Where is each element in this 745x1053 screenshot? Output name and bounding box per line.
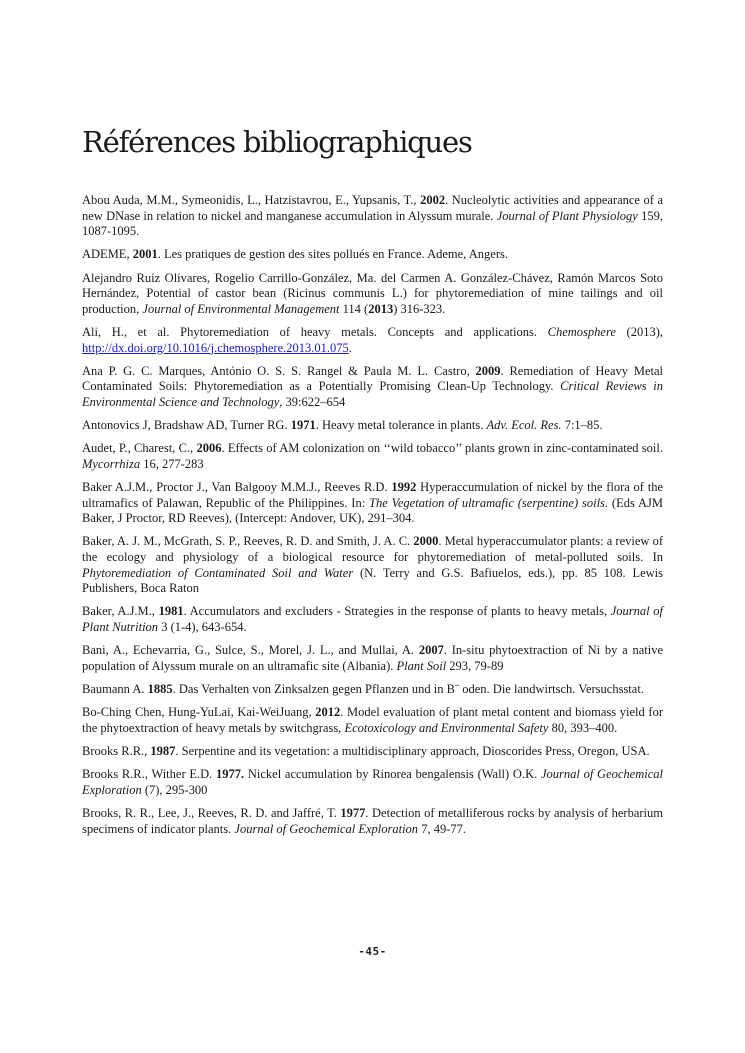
reference-text: Brooks R.R., [82, 743, 151, 758]
reference-text: 3 (1-4), 643-654. [158, 620, 247, 634]
reference-text: Antonovics J, Bradshaw AD, Turner RG. [82, 418, 291, 433]
reference-text: . Les pratiques de gestion des sites pollués en France. Ademe, Angers. [157, 247, 508, 262]
reference-text: ADEME, [82, 247, 133, 262]
reference-source: Ecotoxicology and Environmental Safety [344, 720, 549, 735]
reference-year: 2009 [475, 363, 501, 378]
reference-entry [82, 682, 663, 698]
reference-text: Brooks R.R., Wither E.D. [82, 767, 216, 782]
reference-text: (7), 295-300 [141, 782, 208, 797]
reference-text: Bo-Ching Chen, Hung-YuLai, Kai-WeiJuang, [82, 705, 316, 720]
reference-source: The Vegetation of ultramafic (serpentine) soils [369, 495, 605, 510]
reference-year: 1971 [290, 418, 316, 433]
reference-text: . In-situ phytoextraction of Ni by a native population of Alyssum murale on an ultramafic site (Albania). [82, 643, 663, 673]
reference-entry [82, 534, 663, 596]
reference-year: 2001 [132, 247, 158, 262]
reference-text: ) 316-323. [393, 301, 446, 316]
reference-text: Ali, H., et al. Phytoremediation of heavy metals. Concepts and applications. [82, 324, 548, 339]
reference-entry [82, 604, 663, 635]
reference-source: Journal of Geochemical Exploration [82, 767, 663, 797]
reference-text: (2013), [615, 324, 664, 339]
reference-text: Baker, A.J.M., [82, 604, 159, 619]
reference-entry [82, 247, 663, 263]
reference-text: Hyperaccumulation of nickel by the flora of the ultramafics of Palawan, Republic of the Philippines. In: [82, 480, 664, 510]
reference-text: Nickel accumulation by Rinorea bengalensis (Wall) O.K. [244, 767, 541, 782]
reference-entry [82, 441, 663, 472]
reference-year: 2013 [368, 301, 394, 316]
reference-source: Phytoremediation of Contaminated Soil and Water [82, 565, 354, 580]
reference-text: . Metal hyperaccumulator plants: a review of the ecology and physiology of a biological resource for phytoremediation of metal-polluted soils. In [82, 534, 663, 565]
page-number: -45- [358, 945, 387, 958]
reference-source: Critical Reviews in Environmental Science and Technology [82, 379, 663, 409]
reference-source: Journal of Geochemical Exploration [234, 821, 419, 836]
page-title: Références bibliographiques [82, 125, 472, 159]
reference-text: . [348, 340, 352, 355]
reference-entry [82, 193, 663, 240]
reference-text: 7:1–85. [561, 418, 603, 433]
reference-year: 2000 [413, 534, 439, 549]
doi-link[interactable]: http://dx.doi.org/10.1016/j.chemosphere.2013.01.075 [82, 340, 349, 355]
reference-year: 1992 [391, 480, 417, 495]
reference-text: Audet, P., Charest, C., [82, 441, 197, 456]
reference-source: Chemosphere [547, 324, 616, 339]
reference-source: Journal of Plant Nutrition [82, 604, 663, 634]
reference-entry [82, 325, 663, 356]
reference-text: 7, 49-77. [418, 821, 466, 836]
reference-text: 114 ( [339, 301, 369, 316]
reference-year: 1885 [147, 681, 173, 696]
reference-source: Mycorrhiza [82, 456, 141, 471]
reference-entry [82, 643, 663, 674]
reference-text: Alejandro Ruiz Olivares, Rogelio Carrillo-González, Ma. del Carmen A. González-Chávez, Ramón Marcos Soto Hernández, Potential of castor bean (Ricinus communis L.) for phytoremediation of mine tailings and oil production, [82, 270, 663, 316]
reference-text: , 39:622–654 [279, 394, 346, 409]
reference-text: . Heavy metal tolerance in plants. [315, 418, 487, 433]
reference-text: . Model evaluation of plant metal content and biomass yield for the phytoextraction of heavy metals by switchgrass, [82, 705, 663, 735]
reference-text: Baker A.J.M., Proctor J., Van Balgooy M.M.J., Reeves R.D. [82, 480, 392, 495]
reference-source: Journal of Environmental Management [142, 301, 340, 316]
reference-text: . Nucleolytic activities and appearance of a new DNase in relation to nickel and manganese accumulation in Alyssum murale. [82, 193, 663, 223]
reference-entry [82, 364, 663, 411]
reference-list [82, 193, 663, 845]
reference-text: Bani, A., Echevarria, G., Sulce, S., Morel, J. L., and Mullai, A. [82, 643, 419, 658]
reference-entry [82, 806, 663, 837]
reference-text: 293, 79-89 [446, 658, 504, 673]
reference-text: Baker, A. J. M., McGrath, S. P., Reeves, R. D. and Smith, J. A. C. [82, 534, 414, 549]
reference-year: 1981 [158, 604, 184, 619]
reference-text: . Serpentine and its vegetation: a multidisciplinary approach, Dioscorides Press, Oregon, USA. [175, 743, 650, 758]
reference-text: . Remediation of Heavy Metal Contaminated Soils: Phytoremediation as a Potentially Promising Clean-Up Technology. [82, 363, 663, 394]
reference-text: . (Eds AJM Baker, J Proctor, RD Reeves), (Intercept: Andover, UK), 291–304. [82, 495, 663, 526]
reference-text: . Effects of AM colonization on ‘‘wild tobacco’’ plants grown in zinc-contaminated soil. [221, 441, 663, 456]
reference-entry [82, 271, 663, 318]
reference-text: . Accumulators and excluders - Strategies in the response of plants to heavy metals, [183, 604, 611, 619]
reference-entry [82, 418, 663, 434]
reference-text: 159, 1087-1095. [82, 208, 664, 239]
reference-year: 2006 [196, 441, 222, 456]
reference-text: 16, 277-283 [140, 456, 204, 471]
reference-year: 1977. [216, 767, 245, 782]
reference-text: . Das Verhalten von Zinksalzen gegen Pflanzen und in B¨ oden. Die landwirtsch. Versuchsstat. [172, 681, 644, 696]
reference-source: Plant Soil [396, 658, 447, 673]
reference-text: Ana P. G. C. Marques, António O. S. S. Rangel & Paula M. L. Castro, [82, 363, 476, 378]
reference-year: 2012 [315, 705, 341, 720]
reference-entry [82, 480, 663, 527]
reference-entry [82, 767, 663, 798]
reference-year: 1987 [150, 743, 176, 758]
reference-entry [82, 744, 663, 760]
reference-source: Adv. Ecol. Res. [486, 418, 562, 433]
reference-text: Abou Auda, M.M., Symeonidis, L., Hatzistavrou, E., Yupsanis, T., [82, 193, 421, 207]
reference-text: . Detection of metalliferous rocks by analysis of herbarium specimens of indicator plants. [82, 805, 663, 836]
reference-source: Journal of Plant Physiology [496, 208, 638, 223]
reference-text: (N. Terry and G.S. Bafiuelos, eds.), pp. 85 108. Lewis Publishers, Boca Raton [82, 565, 663, 596]
reference-year: 2002 [420, 193, 446, 207]
reference-year: 1977 [340, 805, 366, 820]
reference-entry [82, 705, 663, 736]
reference-text: Brooks, R. R., Lee, J., Reeves, R. D. and Jaffré, T. [82, 805, 341, 820]
reference-text: 80, 393–400. [548, 720, 618, 735]
reference-text: Baumann A. [82, 681, 148, 696]
reference-year: 2007 [418, 643, 444, 658]
